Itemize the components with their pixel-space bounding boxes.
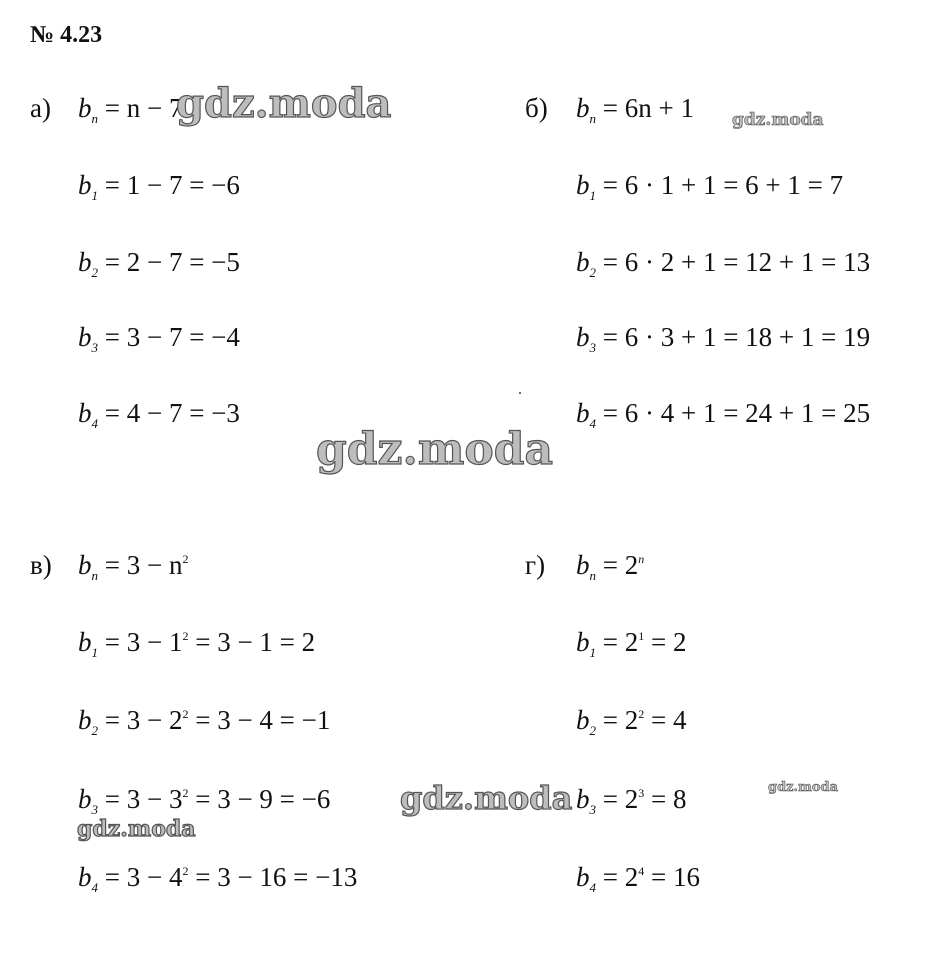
part-d-line-3: $b_3 = 2^3 = 8$ <box>576 784 687 817</box>
part-a-formula: $b_n = n - 7$ <box>78 93 183 126</box>
part-a-line-4: $b_4 = 4 - 7 = -3$ <box>78 398 240 431</box>
part-b-line-2: $b_2 = 6 \cdot 2 + 1 = 12 + 1 = 13$ <box>576 247 871 280</box>
part-c-line-3: $b_3 = 3 - 3^2 = 3 - 9 = -6$ <box>78 784 331 817</box>
part-a-line-1: $b_1 = 1 - 7 = -6$ <box>78 170 240 203</box>
watermark: gdz.moda <box>768 780 839 795</box>
part-b-line-4: $b_4 = 6 \cdot 4 + 1 = 24 + 1 = 25$ <box>576 398 871 431</box>
watermark: gdz.moda <box>400 779 573 817</box>
part-c-label: в) <box>30 550 52 580</box>
part-c-line-1: $b_1 = 3 - 1^2 = 3 - 1 = 2$ <box>78 627 316 660</box>
watermark: gdz.moda <box>77 816 196 842</box>
part-b-label: б) <box>525 93 548 123</box>
part-d-line-1: $b_1 = 2^1 = 2$ <box>576 627 687 660</box>
watermark: gdz.moda <box>176 80 392 127</box>
part-b-line-1: $b_1 = 6 \cdot 1 + 1 = 6 + 1 = 7$ <box>576 170 844 203</box>
part-b-line-3: $b_3 = 6 \cdot 3 + 1 = 18 + 1 = 19$ <box>576 322 871 355</box>
problem-number: № 4.23 <box>30 22 103 48</box>
part-d-line-4: $b_4 = 2^4 = 16$ <box>576 862 700 895</box>
stray-dot <box>519 392 521 394</box>
part-d-label: г) <box>525 550 546 580</box>
part-a-line-2: $b_2 = 2 - 7 = -5$ <box>78 247 240 280</box>
part-c-formula: $b_n = 3 - n^2$ <box>78 550 189 583</box>
part-b-formula: $b_n = 6n + 1$ <box>576 93 694 126</box>
part-d-formula: $b_n = 2^n$ <box>576 550 645 583</box>
part-a-line-3: $b_3 = 3 - 7 = -4$ <box>78 322 240 355</box>
part-d-line-2: $b_2 = 2^2 = 4$ <box>576 705 687 738</box>
part-c-line-4: $b_4 = 3 - 4^2 = 3 - 16 = -13$ <box>78 862 358 895</box>
watermark: gdz.moda <box>316 424 554 475</box>
part-a-label: а) <box>30 93 51 123</box>
part-c-line-2: $b_2 = 3 - 2^2 = 3 - 4 = -1$ <box>78 705 331 738</box>
watermark: gdz.moda <box>732 110 824 130</box>
